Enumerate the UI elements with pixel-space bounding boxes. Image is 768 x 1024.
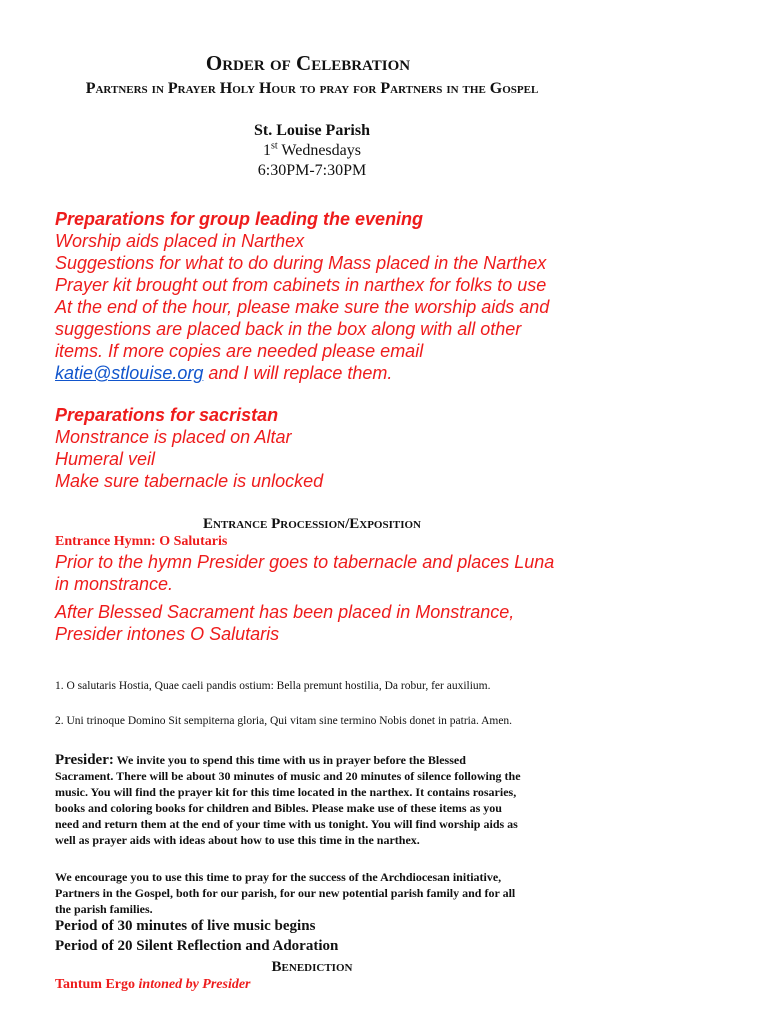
prep-sacristan-line: Make sure tabernacle is unlocked	[55, 471, 324, 491]
prep-sacristan-line: Monstrance is placed on Altar	[55, 427, 292, 447]
prep-sacristan-line: Humeral veil	[55, 449, 156, 469]
prep-group-section	[55, 208, 595, 384]
document-title: Order of Celebration	[205, 51, 411, 75]
prep-sacristan-section	[55, 404, 595, 492]
presider-line: well as prayer aids with ideas about how to use this time in the narthex.	[55, 833, 420, 847]
email-link[interactable]: katie@stlouise.org	[55, 363, 204, 383]
prep-group-line: At the end of the hour, please make sure the worship aids and	[55, 297, 550, 317]
encourage-line: We encourage you to use this time to pray for the success of the Archdiocesan initiative,	[55, 870, 502, 884]
entrance-heading: Entrance Procession/Exposition	[202, 516, 421, 532]
encourage-line: the parish families.	[55, 902, 153, 916]
prep-group-line: Suggestions for what to do during Mass placed in the Narthex	[55, 253, 547, 273]
instruction-line: After Blessed Sacrament has been placed in Monstrance,	[55, 602, 515, 622]
prep-sacristan-heading: Preparations for sacristan	[55, 405, 279, 425]
period-silent: Period of 20 Silent Reflection and Adoration	[55, 938, 339, 954]
tantum-ergo-label: Tantum Ergo	[55, 977, 136, 992]
day-text: Wednesdays	[277, 142, 361, 159]
prep-group-email-line	[55, 362, 595, 384]
hymn-verse-1: 1. O salutaris Hostia, Quae caeli pandis ostium: Bella premunt hostilia, Da robur, fer auxilium.	[55, 680, 491, 692]
prep-group-heading: Preparations for group leading the evening	[55, 209, 424, 229]
entrance-instruction-1	[55, 551, 595, 595]
instruction-line: in monstrance.	[55, 574, 174, 594]
presider-line: music. You will find the prayer kit for this time located in the narthex. It contains rosaries,	[55, 785, 517, 799]
parish-name: St. Louise Parish	[253, 122, 370, 139]
presider-line: books and coloring books for children and Bibles. Please make use of these items as you	[55, 801, 502, 815]
email-after-text: and I will replace them.	[203, 363, 393, 383]
schedule-days	[0, 141, 624, 161]
presider-line: Sacrament. There will be about 30 minutes of music and 20 minutes of silence following the	[55, 769, 521, 783]
encourage-line: Partners in the Gospel, both for our parish, for our new potential parish family and for all	[55, 886, 516, 900]
entrance-hymn-label: Entrance Hymn: O Salutaris	[55, 534, 228, 549]
benediction-heading: Benediction	[271, 959, 353, 975]
schedule-time: 6:30PM-7:30PM	[257, 162, 367, 179]
tantum-intoned-text: intoned by Presider	[135, 977, 251, 992]
presider-remarks	[55, 752, 575, 848]
document-subtitle: Partners in Prayer Holy Hour to pray for Partners in the Gospel	[85, 80, 539, 97]
tantum-ergo-line	[55, 976, 251, 994]
encouragement-paragraph	[55, 869, 575, 917]
day-number: 1	[263, 142, 272, 159]
instruction-line: Presider intones O Salutaris	[55, 624, 280, 644]
presider-line: We invite you to spend this time with us in prayer before the Blessed	[113, 753, 466, 767]
prep-group-line: suggestions are placed back in the box along with all other	[55, 319, 522, 339]
hymn-verse-2: 2. Uni trinoque Domino Sit sempiterna gloria, Qui vitam sine termino Nobis donet in patria. Amen.	[55, 715, 513, 727]
presider-line: need and return them at the end of your time with us tonight. You will find worship aids as	[55, 817, 518, 831]
prep-group-line: Worship aids placed in Narthex	[55, 231, 305, 251]
prep-group-line: items. If more copies are needed please email	[55, 341, 424, 361]
day-suffix: st	[271, 140, 278, 152]
prep-group-line: Prayer kit brought out from cabinets in narthex for folks to use	[55, 275, 547, 295]
presider-label: Presider:	[55, 752, 114, 768]
period-music: Period of 30 minutes of live music begins	[55, 918, 316, 934]
entrance-instruction-2	[55, 601, 595, 645]
instruction-line: Prior to the hymn Presider goes to tabernacle and places Luna	[55, 552, 555, 572]
